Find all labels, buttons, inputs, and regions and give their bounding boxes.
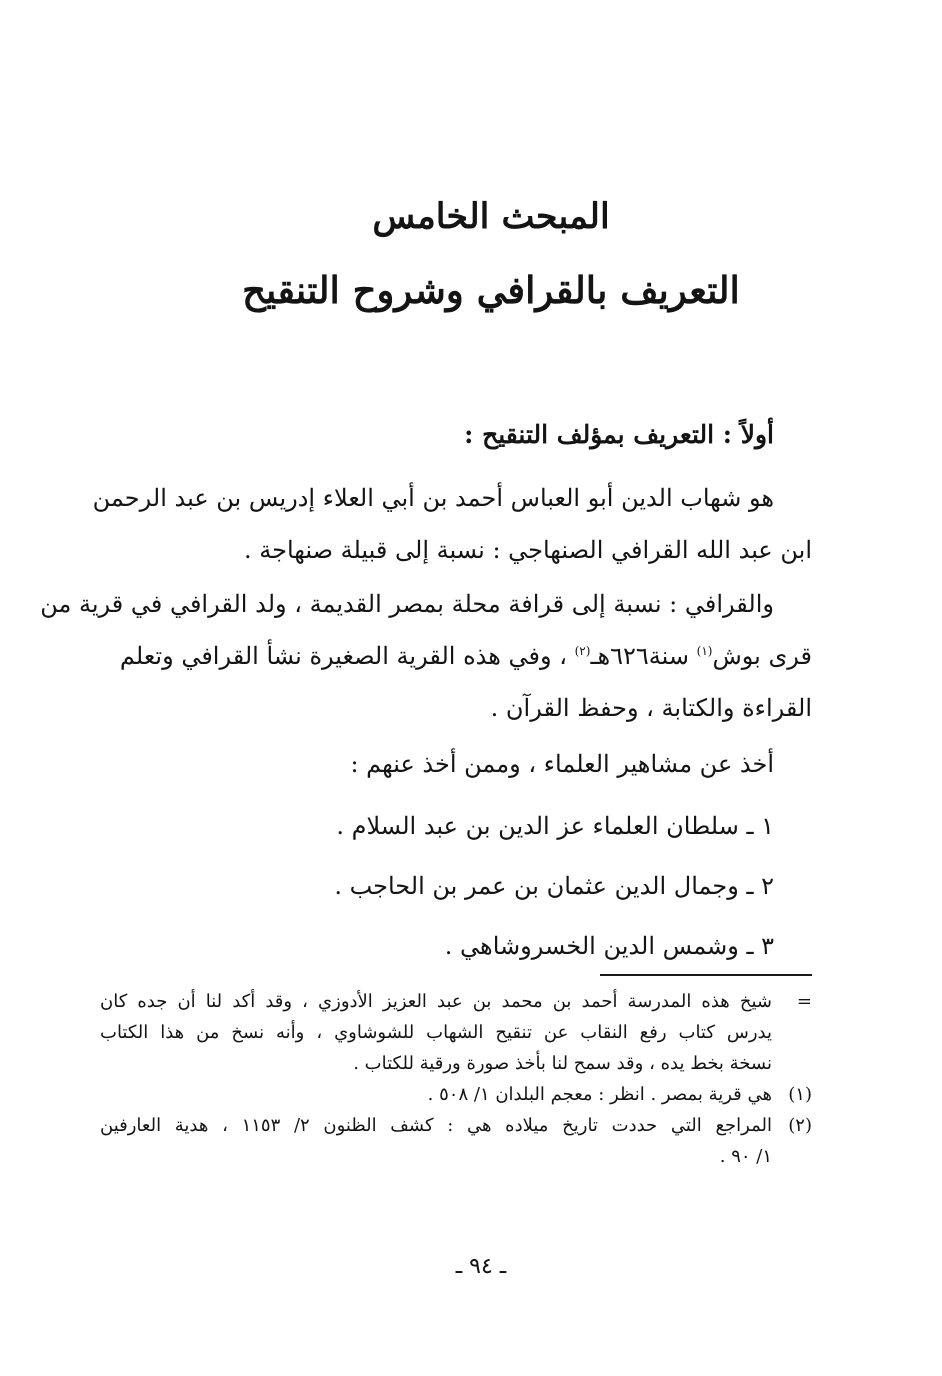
footnote-marker: = <box>796 991 812 1012</box>
teacher-item: ١ ـ سلطان العلماء عز الدين بن عبد السلام . <box>336 812 774 840</box>
teacher-item: ٢ ـ وجمال الدين عثمان بن عمر بن الحاجب . <box>334 872 774 900</box>
footnote-2 <box>100 1110 812 1172</box>
page-number: ـ ٩٤ ـ <box>455 1254 507 1279</box>
teachers-intro: أخذ عن مشاهير العلماء ، وممن أخذ عنهم : <box>350 750 774 778</box>
paragraph-author-name <box>92 472 812 576</box>
footnote-ref-2[interactable]: (٢) <box>574 644 591 658</box>
teacher-item: ٣ ـ وشمس الدين الخسروشاهي . <box>444 932 774 960</box>
footnotes <box>100 986 812 1172</box>
paragraph-line: هو شهاب الدين أبو العباس أحمد بن أبي العلاء إدريس بن عبد الرحمن <box>92 484 774 512</box>
paragraph-line: ابن عبد الله القرافي الصنهاجي : نسبة إلى قبيلة صنهاجة . <box>244 536 812 564</box>
footnote-line: يدرس كتاب رفع النقاب عن تنقيح الشهاب للشوشاوي ، وأنه نسخ من هذا الكتاب <box>100 1022 772 1043</box>
footnote-1 <box>100 1079 812 1110</box>
footnote-line: المراجع التي حددت تاريخ ميلاده هي : كشف الظنون ٢/ ١١٥٣ ، هدية العارفين <box>100 1115 772 1136</box>
section-subtitle: التعريف بالقرافي وشروح التنقيح <box>242 268 740 312</box>
text-fragment: ، وفي هذه القرية الصغيرة نشأ القرافي وتعلم <box>119 642 575 670</box>
footnote-line: ١/ ٩٠ . <box>719 1146 772 1167</box>
footnote-line: هي قرية بمصر . انظر : معجم البلدان ١/ ٥٠٨ . <box>427 1084 772 1105</box>
section-title: المبحث الخامس <box>372 196 610 237</box>
subsection-heading: أولاً : التعريف بمؤلف التنقيح : <box>464 420 774 449</box>
paragraph-line: القراءة والكتابة ، وحفظ القرآن . <box>490 694 812 722</box>
footnote-line: نسخة بخط يده ، وقد سمح لنا بأخذ صورة ورقية للكتاب . <box>353 1053 772 1074</box>
text-fragment: قرى بوش <box>712 642 812 670</box>
footnote-line: شيخ هذه المدرسة أحمد بن محمد بن عبد العزيز الأدوزي ، وقد أكد لنا أن جده كان <box>100 991 772 1012</box>
footnote-marker: (٢) <box>788 1115 812 1136</box>
footnote-marker: (١) <box>788 1084 812 1105</box>
footnote-continuation <box>100 986 812 1079</box>
paragraph-birth <box>40 578 812 734</box>
paragraph-line-with-refs <box>100 630 812 682</box>
text-fragment: سنة٦٢٦هـ <box>590 642 697 670</box>
footnote-ref-1[interactable]: (١) <box>696 644 713 658</box>
paragraph-line: والقرافي : نسبة إلى قرافة محلة بمصر القديمة ، ولد القرافي في قرية من <box>40 590 774 618</box>
footnote-separator <box>600 974 812 976</box>
